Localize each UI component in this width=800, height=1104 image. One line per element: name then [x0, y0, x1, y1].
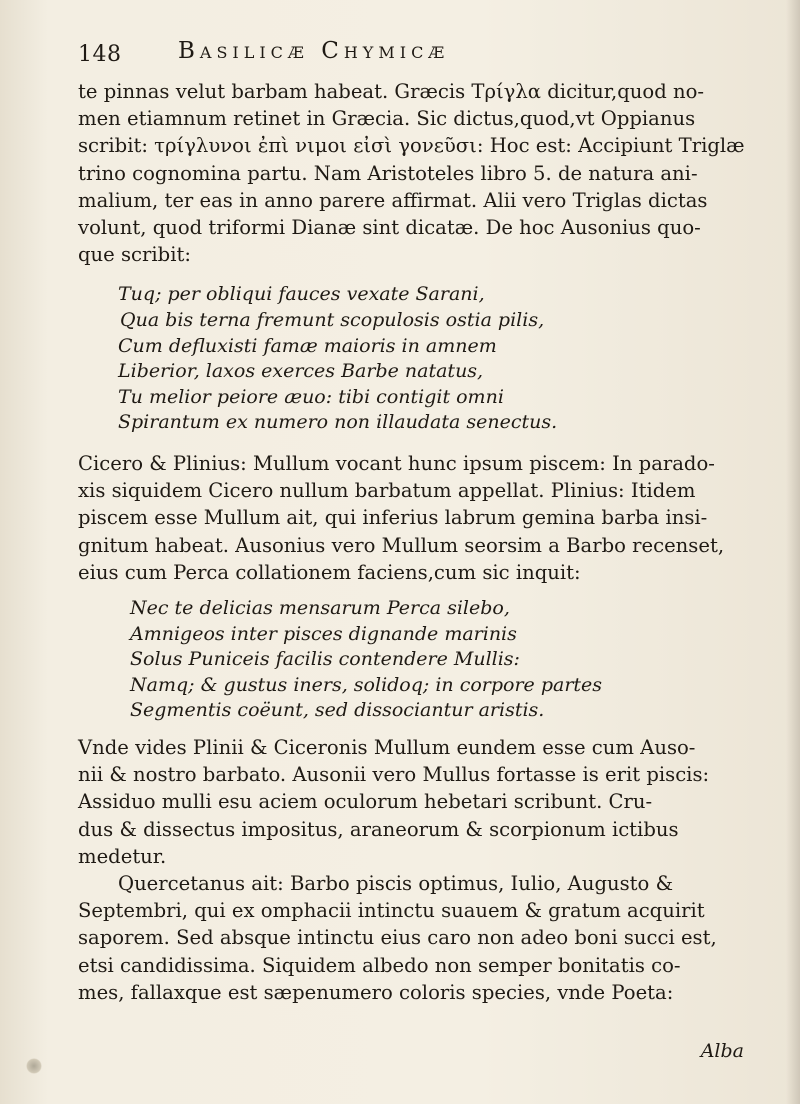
text-line: Assiduo mulli esu aciem oculorum hebetari scribunt. Cru-: [78, 790, 653, 814]
text-line: etsi candidissima. Siquidem albedo non semper bonitatis co-: [78, 953, 681, 977]
text-line: Cicero & Plinius: Mullum vocant hunc ipsum piscem: In parado-: [78, 451, 715, 475]
verse-line: Nec te delicias mensarum Perca silebo,: [130, 597, 510, 619]
page-number: 148: [78, 42, 122, 67]
text-line: saporem. Sed absque intinctu eius caro non adeo boni succi est,: [78, 926, 717, 950]
text-line: malium, ter eas in anno parere affirmat. Alii vero Triglas dictas: [78, 188, 708, 212]
verse-line: Segmentis coëunt, sed dissociantur aristis.: [130, 699, 545, 722]
verse-line: Solus Puniceis facilis contendere Mullis:: [130, 648, 520, 671]
paragraph-4: [78, 870, 750, 1006]
text-line: men etiamnum retinet in Græcia. Sic dictus,quod,vt Oppianus: [78, 107, 696, 131]
text-line: piscem esse Mullum ait, qui inferius labrum gemina barba insi-: [78, 506, 708, 530]
verse-line: Cum defluxisti famæ maioris in amnem: [118, 334, 497, 357]
paragraph-1: [78, 78, 750, 268]
text-line: Vnde vides Plinii & Ciceronis Mullum eundem esse cum Auso-: [78, 735, 696, 759]
verse-quotation-ausonius: [78, 282, 750, 436]
verse-line: Namq; & gustus iners, solidoq; in corpore partes: [130, 673, 603, 696]
text-line: dus & dissectus impositus, araneorum & scorpionum ictibus: [78, 817, 679, 841]
text-line: trino cognomina partu. Nam Aristoteles libro 5. de natura ani-: [78, 161, 698, 185]
text-line: Septembri, qui ex omphacii intinctu suauem & gratum acquirit: [78, 899, 705, 923]
paper-stain: [26, 1058, 42, 1074]
verse-line: Tu melior peiore æuo: tibi contigit omni: [118, 385, 504, 408]
running-title: Basilicæ Chymicæ: [178, 38, 450, 64]
page-header: [78, 38, 758, 72]
verse-quotation-perca: [78, 596, 750, 724]
page-body: [78, 78, 750, 1006]
text-line: nii & nostro barbato. Ausonii vero Mullus fortasse is erit piscis:: [78, 763, 710, 787]
verse-line: Tuq; per obliqui fauces vexate Sarani,: [118, 283, 485, 306]
page-edge-shadow: [786, 0, 800, 1104]
text-line: Quercetanus ait: Barbo piscis optimus, Iulio, Augusto &: [118, 871, 674, 895]
verse-line: Spirantum ex numero non illaudata senectus.: [118, 411, 558, 434]
verse-line: Amnigeos inter pisces dignande marinis: [130, 622, 517, 645]
text-line: xis siquidem Cicero nullum barbatum appellat. Plinius: Itidem: [78, 479, 696, 503]
catchword: Alba: [700, 1040, 744, 1062]
text-line: eius cum Perca collationem faciens,cum sic inquit:: [78, 560, 581, 584]
text-line: medetur.: [78, 844, 167, 868]
paragraph-3: [78, 734, 750, 870]
paragraph-2: [78, 450, 750, 586]
text-line: te pinnas velut barbam habeat. Græcis Τρίγλα dicitur,quod no-: [78, 80, 705, 103]
text-line: que scribit:: [78, 243, 191, 267]
verse-line: Liberior, laxos exerces Barbe natatus,: [118, 360, 484, 383]
text-line: gnitum habeat. Ausonius vero Mullum seorsim a Barbo recenset,: [78, 533, 725, 557]
text-line: volunt, quod triformi Dianæ sint dicatæ. De hoc Ausonius quo-: [78, 216, 701, 240]
text-line: mes, fallaxque est sæpenumero coloris species, vnde Poeta:: [78, 980, 674, 1004]
text-line: scribit: τρίγλυνοι ἐπὶ νιμοι εἰσὶ γονεῦσι: Hoc est: Accipiunt Triglæ: [78, 134, 745, 158]
verse-line: Qua bis terna fremunt scopulosis ostia pilis,: [120, 309, 545, 332]
